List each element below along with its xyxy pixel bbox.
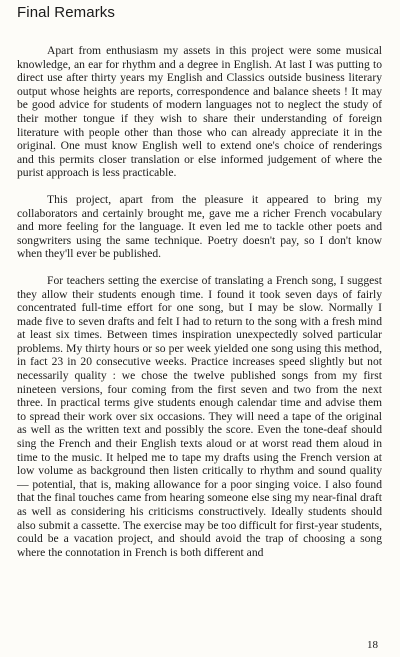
paragraph-2: This project, apart from the pleasure it appeared to bring my collaborators and certainly brought me, gave me a richer French vocabulary and more feeling for the language. It even led me to tackle other poets and songwriters using the same technique. Poetry doesn't pay, so I don't know when they'll ever be published. [17,192,382,261]
page-title: Final Remarks [17,4,115,21]
body-text [17,44,382,559]
page-number: 18 [367,639,378,651]
paragraph-3: For teachers setting the exercise of translating a French song, I suggest they allow their students enough time. I found it took seven days of fairly concentrated full-time effort for one song, but I may be slow. Normally I made five to seven drafts and felt I had to return to the song with a fresh mind at least six times. Between times inspiration unexpectedly solved particular problems. My thirty hours or so per week yielded one song using this method, in fact 23 in 20 consecutive weeks. Practice increases speed slightly but not necessarily quality : we chose the twelve published songs from my first nineteen versions, four coming from the first seven and two from the next three. In practical terms give students enough calendar time and advise them to spread their work over six occasions. They will need a tape of the original as well as the written text and possibly the score. Even the tone-deaf should sing the French and their English texts aloud or at worst read them aloud in time to the music. It helped me to tape my drafts using the French version at low volume as background then listen critically to rhythm and sound quality — potential, that is, making allowance for a poor singing voice. I also found that the final touches came from hearing someone else sing my near-final draft as well as considering his criticisms constructively. Ideally students should also submit a cassette. The exercise may be too difficult for first-year students, could be a vacation project, and should avoid the trap of choosing a song where the connotation in French is both different and [17,273,382,559]
paragraph-1: Apart from enthusiasm my assets in this project were some musical knowledge, an ear for rhythm and a degree in English. At last I was putting to direct use after thirty years my English and Classics outside business literary output whose heights are reports, correspondence and balance sheets ! It may be good advice for students of modern languages not to neglect the study of their mother tongue if they wish to share their understanding of foreign literature with people other than those who can already appreciate it in the original. One must know English well to extend one's choice of renderings and this permits closer translation or else informed judgement of where the purist approach is less practicable. [17,44,382,180]
